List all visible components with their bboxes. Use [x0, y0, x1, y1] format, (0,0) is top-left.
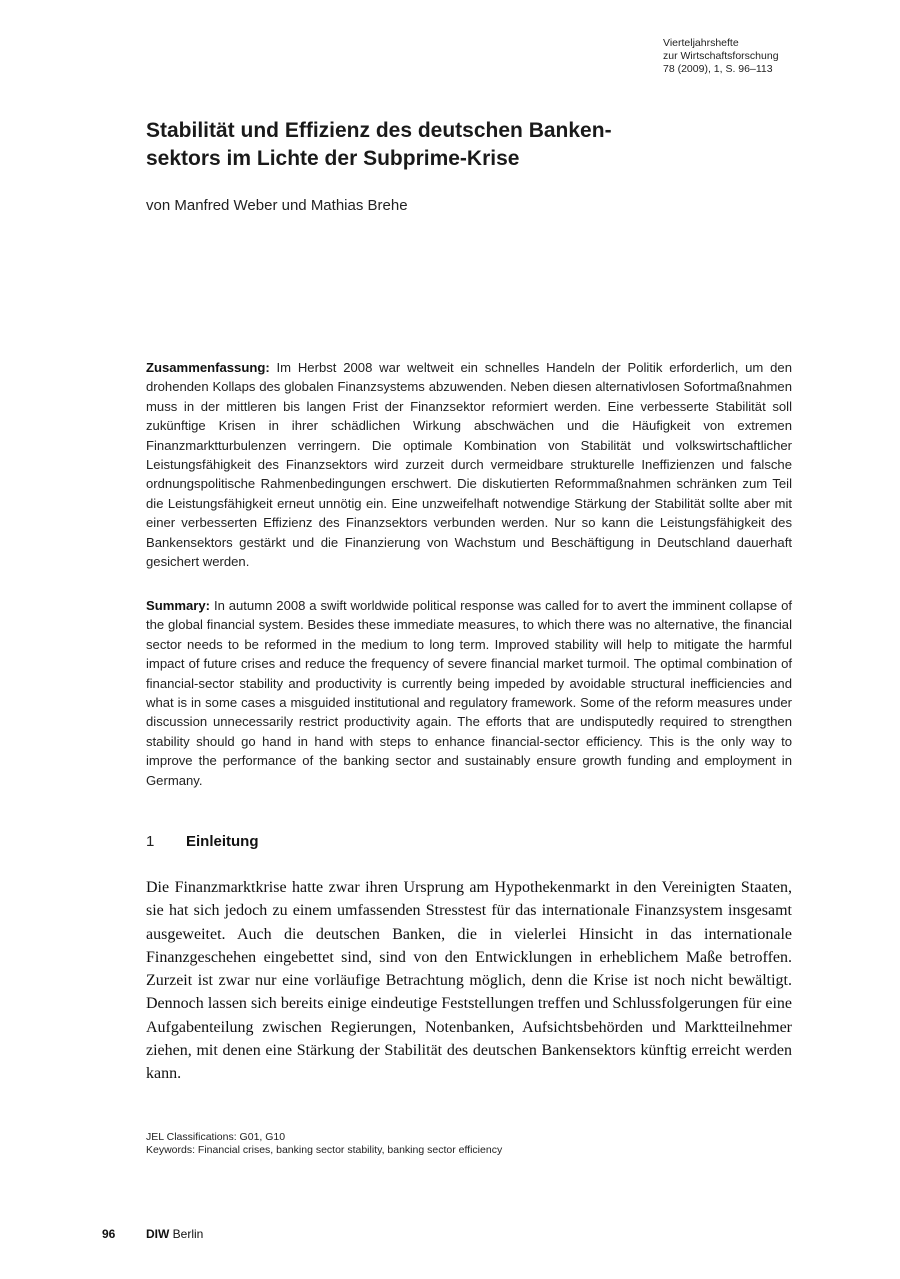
journal-name-line-1: Vierteljahrshefte [663, 37, 739, 49]
abstract-german-text: Im Herbst 2008 war weltweit ein schnelles Handeln der Politik erforderlich, um den drohenden Kollaps des globalen Finanzsystems abzuwenden. Neben diesen alternativlosen Sofortmaßnahmen muss in der mittleren bis langen Frist der Finanzsektor reformiert werden. Eine verbesserte Stabilität soll zukünftige Krisen in ihrer schädlichen Wirkung abschwächen und die Häufigkeit von extremen Finanzmarktturbulenzen verringern. Die optimale Kombination von Stabilität und volkswirtschaftlicher Leistungsfähigkeit des Finanzsektors wird zurzeit durch vermeidbare strukturelle Ineffizienzen und falsche ordnungspolitische Rahmenbedingungen erschwert. Die diskutierten Reformmaßnahmen schränken zum Teil die Leistungsfähigkeit erneut unnötig ein. Eine unzweifelhaft notwendige Stärkung der Stabilität sollte aber mit einer verbesserten Effizienz des Finanzsektors verbunden werden. Nur so kann die Leistungsfähigkeit des Bankensektors gestärkt und die Finanzierung von Wachstum und Beschäftigung in Deutschland dauerhaft gesichert werden. [146, 360, 792, 570]
footnotes [146, 1131, 506, 1157]
section-heading [146, 832, 259, 852]
journal-reference [663, 37, 888, 77]
article-title-line-1: Stabilität und Effizienz des deutschen Banken- [146, 119, 612, 142]
jel-classifications: JEL Classifications: G01, G10 [146, 1131, 286, 1143]
article-authors: von Manfred Weber und Mathias Brehe [146, 197, 408, 214]
abstract-german [146, 358, 792, 571]
keywords: Keywords: Financial crises, banking sector stability, banking sector efficiency [146, 1144, 503, 1157]
article-title-line-2: sektors im Lichte der Subprime-Krise [146, 146, 520, 170]
abstract-german-label: Zusammenfassung: [146, 360, 270, 375]
abstract-english-label: Summary: [146, 598, 211, 613]
section-body-paragraph: Die Finanzmarktkrise hatte zwar ihren Ursprung am Hypothekenmarkt in den Vereinigten Staaten, sie hat sich jedoch zu einem umfassenden Stresstest für das internationale Finanzsystem insgesamt ausgeweitet. Auch die deutschen Banken, die in vielerlei Hinsicht in das internationale Finanzgeschehen eingebettet sind, sind von den Entwicklungen in erheblichem Maße betroffen. Zurzeit ist zwar nur eine vorläufige Betrachtung möglich, denn die Krise ist noch nicht bewältigt. Dennoch lassen sich bereits einige eindeutige Feststellungen treffen und Schlussfolgerungen für eine Aufgabenteilung zwischen Regierungen, Notenbanken, Aufsichtsbehörden und Marktteilnehmer ziehen, mit denen eine Stärkung der Stabilität des deutschen Bankensektors künftig erreicht werden kann. [146, 879, 792, 1083]
section-title: Einleitung [186, 833, 259, 850]
abstract-english-text: In autumn 2008 a swift worldwide political response was called for to avert the imminent collapse of the global financial system. Besides these immediate measures, to which there was no alternative, the financial sector needs to be reformed in the medium to long term. Improved stability will help to mitigate the harmful impact of future crises and reduce the frequency of severe financial market turmoil. The optimal combination of financial-sector stability and productivity is currently being impeded by avoidable structural inefficiencies and what is in some cases a misguided institutional and regulatory framework. Some of the reform measures under discussion unnecessarily restrict productivity again. The efforts that are undisputedly required to strengthen stability should go hand in hand with steps to enhance financial-sector efficiency. This is the only way to improve the performance of the banking sector and sustainably ensure growth funding and employment in Germany. [146, 598, 793, 788]
publisher-name-bold: DIW [146, 1227, 170, 1241]
publisher-name-rest: Berlin [169, 1227, 204, 1241]
section-number: 1 [146, 833, 155, 850]
article-title [146, 117, 786, 172]
page-footer [102, 1226, 203, 1242]
journal-volume: 78 (2009), 1, S. 96–113 [663, 63, 773, 76]
abstract-english [146, 596, 792, 790]
journal-name-line-2: zur Wirtschaftsforschung [663, 50, 779, 63]
page-number: 96 [102, 1227, 116, 1241]
